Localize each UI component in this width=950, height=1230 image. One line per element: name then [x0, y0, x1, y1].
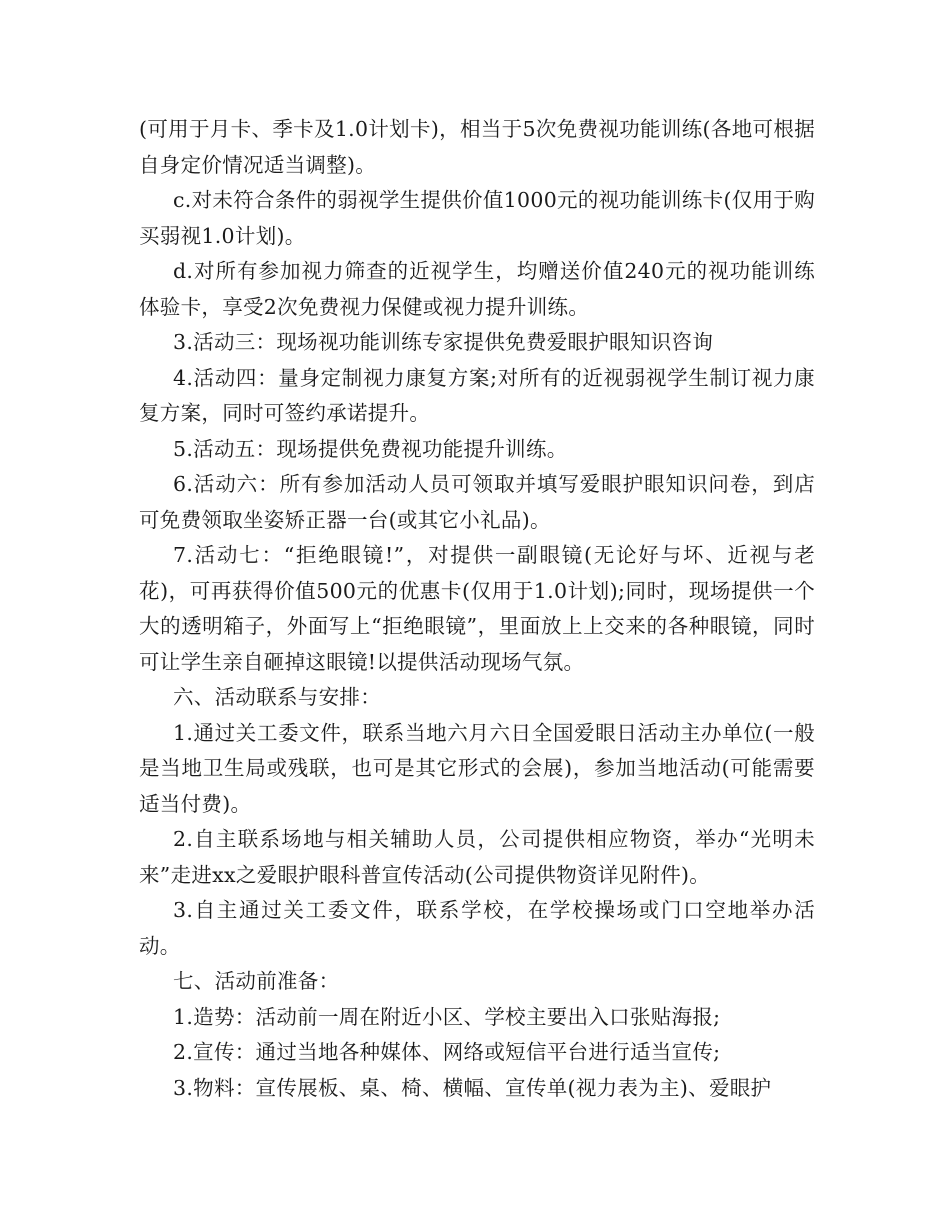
- section-heading-preparation: 七、活动前准备：: [173, 969, 340, 993]
- paragraph-item-c: c.对未符合条件的弱视学生提供价值1000元的视功能训练卡(仅用于购买弱视1.0计划)。: [139, 188, 815, 248]
- paragraph-contact-2: 2.自主联系场地与相关辅助人员，公司提供相应物资，举办“光明未来”走进xx之爱眼护眼科普宣传活动(公司提供物资详见附件)。: [139, 827, 815, 887]
- paragraph-activity-7: 7.活动七：“拒绝眼镜!”，对提供一副眼镜(无论好与坏、近视与老花)，可再获得价值500元的优惠卡(仅用于1.0计划);同时，现场提供一个大的透明箱子，外面写上“拒绝眼镜”，里面放上上交来的各种眼镜，同时可让学生亲自砸掉这眼镜!以提供活动现场气氛。: [139, 543, 815, 674]
- paragraph-prep-2: 2.宣传：通过当地各种媒体、网络或短信平台进行适当宣传;: [173, 1040, 721, 1064]
- document-body: [139, 112, 815, 1106]
- section-heading-contact: 六、活动联系与安排：: [173, 685, 381, 709]
- paragraph-prep-3: 3.物料：宣传展板、桌、椅、横幅、宣传单(视力表为主)、爱眼护: [173, 1075, 772, 1100]
- paragraph-activity-4: 4.活动四：量身定制视力康复方案;对所有的近视弱视学生制订视力康复方案，同时可签约承诺提升。: [139, 365, 815, 425]
- paragraph-contact-3: 3.自主通过关工委文件，联系学校，在学校操场或门口空地举办活动。: [139, 898, 815, 958]
- paragraph-contact-1: 1.通过关工委文件，联系当地六月六日全国爱眼日活动主办单位(一般是当地卫生局或残联，也可是其它形式的会展)，参加当地活动(可能需要适当付费)。: [139, 720, 815, 816]
- paragraph-activity-5: 5.活动五：现场提供免费视功能提升训练。: [173, 436, 568, 461]
- paragraph-activity-6: 6.活动六：所有参加活动人员可领取并填写爱眼护眼知识问卷，到店可免费领取坐姿矫正器一台(或其它小礼品)。: [139, 472, 815, 532]
- paragraph-activity-3: 3.活动三：现场视功能训练专家提供免费爱眼护眼知识咨询: [173, 330, 714, 354]
- paragraph-prep-1: 1.造势：活动前一周在附近小区、学校主要出入口张贴海报;: [173, 1004, 721, 1029]
- paragraph-card-usage: (可用于月卡、季卡及1.0计划卡)，相当于5次免费视功能训练(各地可根据自身定价情况适当调整)。: [139, 117, 815, 177]
- paragraph-item-d: d.对所有参加视力筛查的近视学生，均赠送价值240元的视功能训练体验卡，享受2次免费视力保健或视力提升训练。: [139, 259, 815, 319]
